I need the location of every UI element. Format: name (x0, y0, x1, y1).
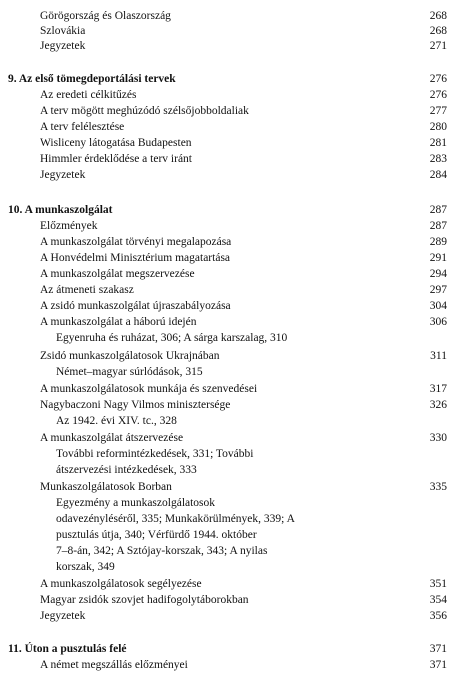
subentry-text: korszak, 349 (56, 561, 115, 573)
toc-entry (0, 219, 462, 234)
entry-page: 326 (429, 399, 447, 411)
chapter-page: 276 (429, 73, 447, 85)
chapter-page: 371 (429, 643, 447, 655)
entry-title: A német megszállás előzményei (40, 659, 188, 671)
entry-title: Görögország és Olaszország (40, 10, 171, 22)
toc-entry (0, 267, 462, 282)
toc-entry (0, 609, 462, 624)
toc-entry (0, 152, 462, 167)
entry-title: A munkaszolgálat átszervezése (40, 432, 184, 444)
entry-page: 289 (429, 236, 447, 248)
chapter-page: 287 (429, 204, 447, 216)
toc-subentry (0, 528, 462, 543)
entry-page: 354 (429, 594, 447, 606)
entry-title: Wisliceny látogatása Budapesten (40, 137, 192, 149)
entry-page: 304 (429, 300, 447, 312)
entry-page: 294 (429, 268, 447, 280)
entry-page: 371 (429, 659, 447, 671)
chapter-heading (0, 72, 462, 87)
chapter-heading (0, 203, 462, 218)
chapter-heading (0, 642, 462, 657)
entry-title: A munkaszolgálatosok munkája és szenvedései (40, 383, 258, 395)
entry-page: 271 (429, 40, 447, 52)
subentry-text: átszervezési intézkedések, 333 (56, 464, 197, 476)
toc-entry (0, 104, 462, 119)
entry-title: Jegyzetek (40, 610, 86, 622)
toc-entry (0, 299, 462, 314)
toc-entry (0, 577, 462, 592)
toc-entry (0, 283, 462, 298)
toc-subentry (0, 560, 462, 575)
subentry-text: pusztulás útja, 340; Vérfürdő 1944. október (56, 529, 257, 541)
entry-page: 268 (429, 25, 447, 37)
entry-title: A terv felélesztése (40, 121, 125, 133)
toc-entry (0, 349, 462, 364)
entry-title: Zsidó munkaszolgálatosok Ukrajnában (40, 350, 220, 362)
entry-page: 311 (430, 350, 447, 362)
entry-title: A munkaszolgálatosok segélyezése (40, 578, 202, 590)
entry-title: A munkaszolgálat a háború idején (40, 316, 197, 328)
entry-title: A munkaszolgálat megszervezése (40, 268, 195, 280)
toc-entry (0, 251, 462, 266)
subentry-text: Német–magyar súrlódások, 315 (56, 366, 203, 378)
toc-entry (0, 88, 462, 103)
toc-subentry (0, 447, 462, 462)
entry-title: Munkaszolgálatosok Borban (40, 481, 172, 493)
entry-page: 297 (429, 284, 447, 296)
entry-page: 356 (429, 610, 447, 622)
entry-page: 276 (429, 89, 447, 101)
entry-page: 317 (429, 383, 447, 395)
chapter-title: 10. A munkaszolgálat (8, 204, 113, 216)
toc-entry (0, 382, 462, 397)
entry-page: 281 (429, 137, 447, 149)
entry-page: 291 (429, 252, 447, 264)
toc-subentry (0, 512, 462, 527)
toc-entry (0, 398, 462, 413)
entry-title: Szlovákia (40, 25, 86, 37)
toc-subentry (0, 544, 462, 559)
entry-page: 283 (429, 153, 447, 165)
entry-title: Magyar zsidók szovjet hadifogolytáborokban (40, 594, 249, 606)
subentry-text: Az 1942. évi XIV. tc., 328 (56, 415, 177, 427)
entry-page: 287 (429, 220, 447, 232)
entry-title: A zsidó munkaszolgálat újraszabályozása (40, 300, 231, 312)
subentry-text: odavezényléséről, 335; Munkakörülmények, 339; A (56, 513, 295, 525)
chapter-title: 11. Úton a pusztulás felé (8, 643, 127, 655)
entry-title: Az eredeti célkitűzés (40, 89, 137, 101)
toc-entry (0, 9, 462, 24)
toc-entry (0, 315, 462, 330)
toc-entry (0, 658, 462, 673)
toc-entry (0, 480, 462, 495)
toc-entry (0, 24, 462, 39)
entry-page: 335 (429, 481, 447, 493)
toc-entry (0, 168, 462, 183)
toc-entry (0, 39, 462, 54)
subentry-text: 7–8-án, 342; A Sztójay-korszak, 343; A nyilas (56, 545, 268, 557)
subentry-text: Egyezmény a munkaszolgálatosok (56, 497, 216, 509)
subentry-text: További reformintézkedések, 331; További (56, 448, 254, 460)
entry-title: A Honvédelmi Minisztérium magatartása (40, 252, 231, 264)
toc-entry (0, 136, 462, 151)
entry-page: 284 (429, 169, 447, 181)
entry-title: Jegyzetek (40, 169, 86, 181)
entry-page: 268 (429, 10, 447, 22)
entry-title: Jegyzetek (40, 40, 86, 52)
entry-page: 277 (429, 105, 447, 117)
entry-title: Az átmeneti szakasz (40, 284, 134, 296)
toc-entry (0, 120, 462, 135)
toc-subentry (0, 331, 462, 346)
entry-title: A terv mögött meghúzódó szélsőjobboldaliak (40, 105, 249, 117)
toc-entry (0, 235, 462, 250)
toc-entry (0, 431, 462, 446)
entry-title: Előzmények (40, 220, 98, 232)
toc-entry (0, 593, 462, 608)
entry-page: 306 (429, 316, 447, 328)
entry-title: Himmler érdeklődése a terv iránt (40, 153, 192, 165)
entry-page: 330 (429, 432, 447, 444)
entry-page: 280 (429, 121, 447, 133)
subentry-text: Egyenruha és ruházat, 306; A sárga karszalag, 310 (56, 332, 288, 344)
entry-title: Nagybaczoni Nagy Vilmos minisztersége (40, 399, 231, 411)
toc-subentry (0, 414, 462, 429)
toc-subentry (0, 463, 462, 478)
toc-subentry (0, 496, 462, 511)
entry-page: 351 (429, 578, 447, 590)
chapter-title: 9. Az első tömegdeportálási tervek (8, 73, 176, 85)
entry-title: A munkaszolgálat törvényi megalapozása (40, 236, 232, 248)
toc-subentry (0, 365, 462, 380)
